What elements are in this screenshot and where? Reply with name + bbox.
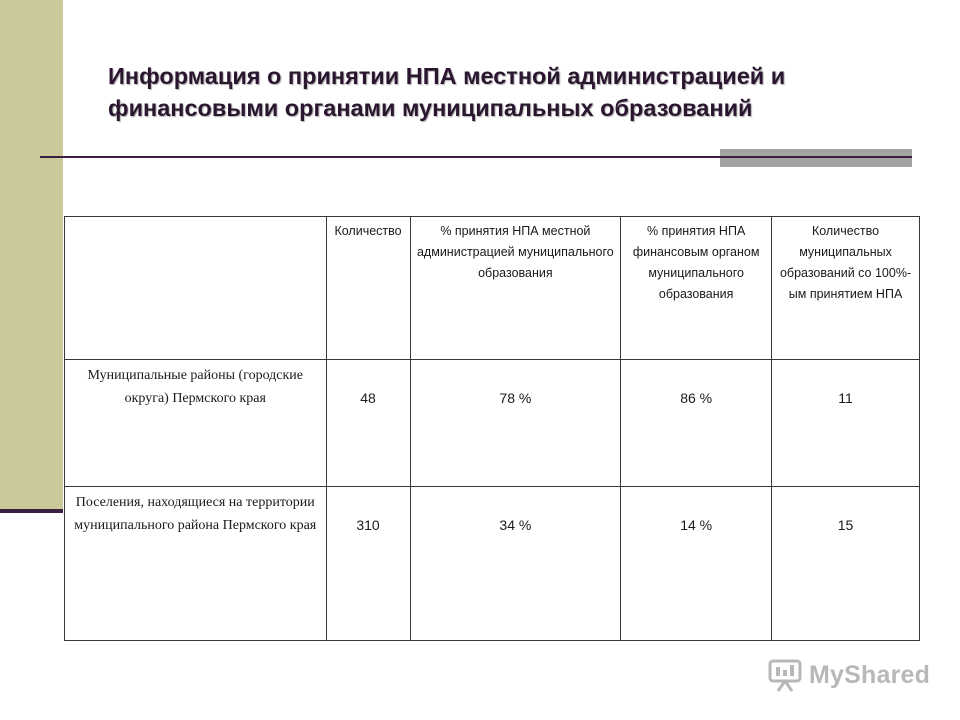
side-accent-underline bbox=[0, 509, 63, 513]
header-pct-admin: % принятия НПА местной администрацией муниципального образования bbox=[410, 217, 621, 360]
npa-table bbox=[64, 216, 920, 641]
cell-pct-admin: 78 % bbox=[410, 360, 621, 487]
slide-title bbox=[108, 60, 908, 124]
title-divider-accent bbox=[720, 149, 912, 167]
watermark-text: MyShared bbox=[809, 660, 931, 689]
table-row bbox=[65, 487, 920, 641]
myshared-watermark bbox=[767, 655, 930, 695]
table-header-row bbox=[65, 217, 920, 360]
presentation-board-icon bbox=[767, 657, 803, 693]
row-label: Поселения, находящиеся на территории муниципального района Пермского края bbox=[65, 487, 327, 641]
cell-pct-finance: 86 % bbox=[621, 360, 772, 487]
header-pct-finance: % принятия НПА финансовым органом муниципального образования bbox=[621, 217, 772, 360]
cell-pct-admin: 34 % bbox=[410, 487, 621, 641]
cell-count: 48 bbox=[326, 360, 410, 487]
header-full-count: Количество муниципальных образований со 100%-ым принятием НПА bbox=[772, 217, 920, 360]
row-label: Муниципальные районы (городские округа) Пермского края bbox=[65, 360, 327, 487]
slide-title-line-1: Информация о принятии НПА местной администрацией и bbox=[108, 63, 786, 89]
cell-full-count: 11 bbox=[772, 360, 920, 487]
slide-title-line-2: финансовыми органами муниципальных образований bbox=[108, 95, 753, 121]
table-row bbox=[65, 360, 920, 487]
cell-full-count: 15 bbox=[772, 487, 920, 641]
header-empty bbox=[65, 217, 327, 360]
cell-pct-finance: 14 % bbox=[621, 487, 772, 641]
cell-count: 310 bbox=[326, 487, 410, 641]
side-accent-bar bbox=[0, 0, 63, 512]
header-count: Количество bbox=[326, 217, 410, 360]
